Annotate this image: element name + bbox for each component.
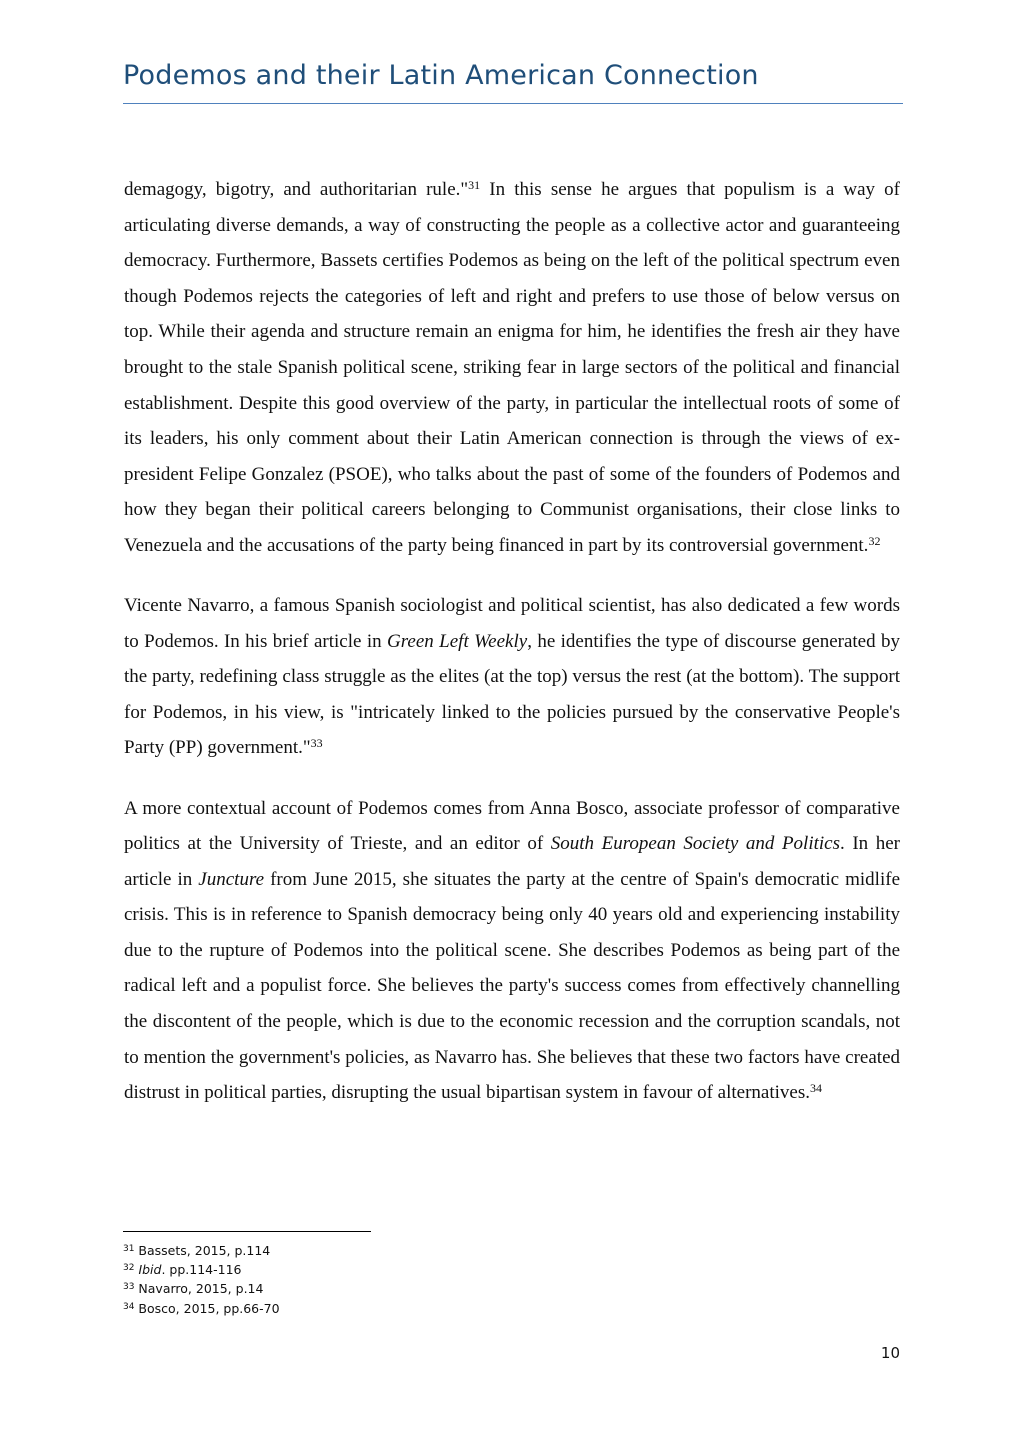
- footnotes: [123, 1241, 623, 1318]
- body-text: [124, 172, 900, 1135]
- text-run: A more contextual account of Podemos comes from Anna Bosco, associate professor of comparative politics at the University of Trieste, and an editor of: [124, 797, 900, 855]
- text-run: Navarro, 2015, p.14: [134, 1281, 264, 1297]
- text-run: from June 2015, she situates the party at the centre of Spain's democratic midlife crisis. This is in reference to Spanish democracy being only 40 years old and experiencing instability due to the rupture of Podemos into the political scene. She describes Podemos as being part of the radical left and a populist force. She believes the party's success comes from effectively channelling the discontent of the people, which is due to the economic recession and the corruption scandals, not to mention the government's policies, as Navarro has. She believes that these two factors have created distrust in political parties, disrupting the usual bipartisan system in favour of alternatives.: [124, 868, 900, 1104]
- footnote-reference: 32: [868, 533, 881, 548]
- italic-text: Ibid: [138, 1262, 162, 1278]
- footnote-number: 32: [123, 1263, 135, 1274]
- text-run: demagogy, bigotry, and authoritarian rule.": [124, 179, 469, 200]
- footnote-number: 34: [123, 1301, 135, 1312]
- footnote-number: 33: [123, 1282, 135, 1293]
- text-run: Bassets, 2015, p.114: [134, 1243, 271, 1258]
- footnote-reference: 33: [310, 736, 323, 751]
- paragraph: [124, 791, 900, 1111]
- footnote: [123, 1241, 623, 1260]
- running-header-title: Podemos and their Latin American Connection: [123, 60, 759, 91]
- footnote-reference: 31: [468, 178, 481, 192]
- text-run: Vicente Navarro, a famous Spanish sociologist and political scientist, has also dedicated a few words to Podemos. In his brief article in: [124, 595, 900, 652]
- footnote: [123, 1299, 623, 1318]
- footnote-number: 31: [123, 1244, 135, 1254]
- footnote: [123, 1260, 623, 1279]
- text-run: , he identifies the type of discourse generated by the party, redefining class struggle as the elites (at the top) versus the rest (at the bottom). The support for Podemos, in his view, is "intricately linked to the policies pursued by the conservative People's Party (PP) government.": [124, 630, 900, 759]
- paragraph: [124, 588, 900, 766]
- text-run: In this sense he argues that populism is a way of articulating diverse demands, a way of constructing the people as a collective actor and guaranteeing democracy. Furthermore, Bassets certifies Podemos as being on the left of the political spectrum even though Podemos rejects the categories of left and right and prefers to use those of below versus on top. While their agenda and structure remain an enigma for him, he identifies the fresh air they have brought to the stale Spanish political scene, striking fear in large sectors of the political and financial establishment. Despite this good overview of the party, in particular the intellectual roots of some of its leaders, his only comment about their Latin American connection is through the views of ex-president Felipe Gonzalez (PSOE), who talks about the past of some of the founders of Podemos and how they began their political careers belonging to Communist organisations, their close links to Venezuela and the accusations of the party being financed in part by its controversial government.: [124, 179, 901, 556]
- paragraph: [124, 172, 900, 564]
- italic-text: Green Left Weekly: [387, 630, 528, 652]
- italic-text: Juncture: [198, 868, 265, 890]
- footnote: [123, 1279, 623, 1298]
- footnote-reference: 34: [809, 1081, 822, 1096]
- text-run: . pp.114-116: [161, 1262, 242, 1278]
- text-run: . In her article in: [124, 833, 901, 890]
- footnote-separator: [123, 1231, 371, 1232]
- page-number: 10: [880, 1344, 900, 1362]
- header-rule: [123, 103, 903, 104]
- italic-text: South European Society and Politics: [550, 833, 840, 855]
- text-run: Bosco, 2015, pp.66-70: [134, 1300, 280, 1316]
